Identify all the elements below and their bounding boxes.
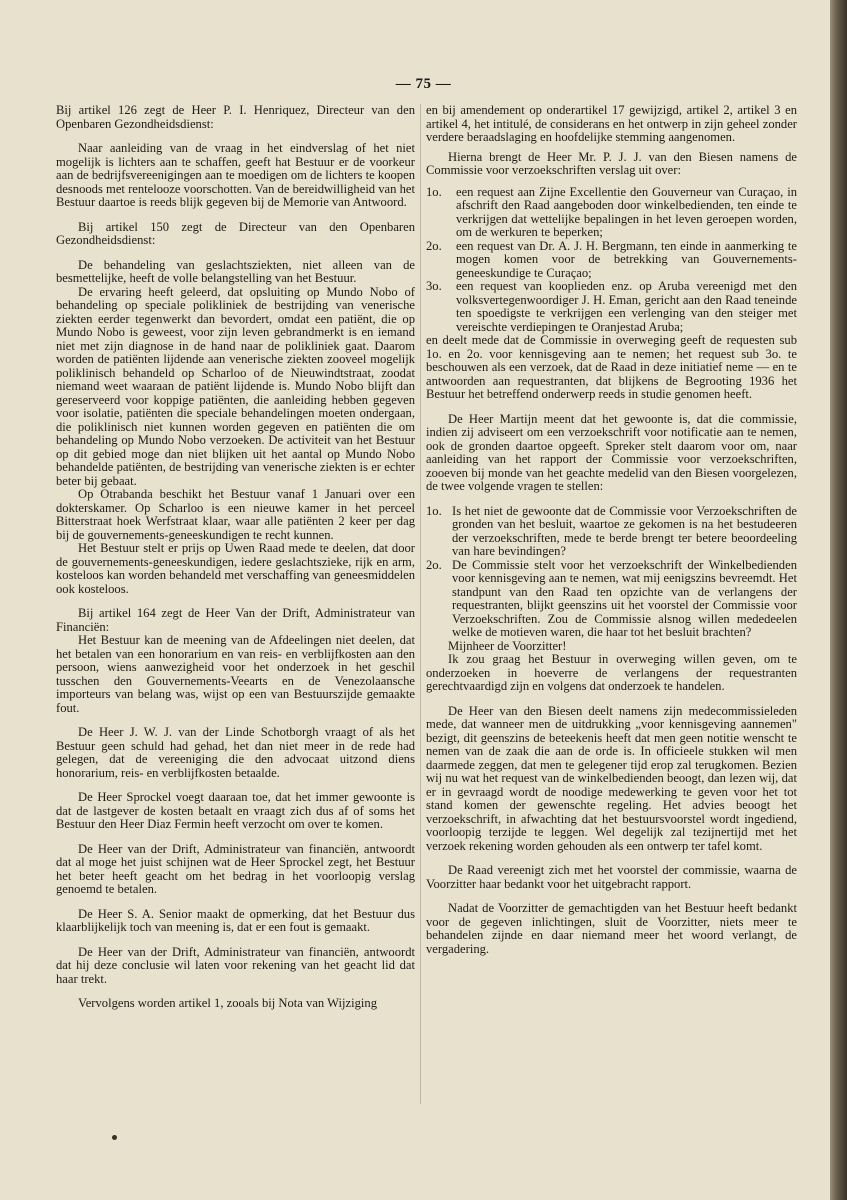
- paragraph-otrabanda: Op Otrabanda beschikt het Bestuur vanaf 1 Januari over een dokterskamer. Op Scharloo is een nieuwe kamer in het perceel Bitterstraat hoek Werfstraat klaar, waar alle patiënten 2 keer per dag bij de gouvernements-geneeskundigen te recht kunnen.: [56, 487, 415, 542]
- paragraph-ervaring: De ervaring heeft geleerd, dat opsluiting op Mundo Nobo of behandeling op speciale polikliniek de bestrijding van venerische ziekten eerder tegenwerkt dan bevordert, omdat een patiënt, die op Mundo Nobo is geweest, voor zijn leven gebrandmerkt is en iemand niet met zijn diagnose in de hand naar de polikliniek gaat. Daarom worden de patiënten lijdende aan venerische ziekten zooveel mogelijk poliklinisch behandeld op Scharloo of de Nieuwindtstraat, zoodat niemand weet waaraan de patiënt lijdende is. Mundo Nobo blijft dan gereserveerd voor koppige patiënten, die aanleiding hebben gegeven voor isolatie, patiënten die speciale behandelingen moeten ondergaan, die poliklinisch niet kunnen worden gegeven en patiënten die om behandeling op Mundo Nobo verzoeken. De activiteit van het Bestuur op dit gebied moge dan niet blijken uit het aantal op Mundo Nobo behandelde patiënten, de bestrijding van venerische ziekten is er echter beter bij gebaat.: [56, 284, 415, 488]
- right-column: [426, 104, 797, 967]
- paragraph-mijnheer: Mijnheer de Voorzitter!: [448, 638, 567, 653]
- paragraph-senior: De Heer S. A. Senior maakt de opmerking, dat het Bestuur dus klaarblijkelijk toch van meening is, dat er een fout is gemaakt.: [56, 906, 415, 934]
- page-edge: [830, 0, 847, 1200]
- list-item: 1o. Is het niet de gewoonte dat de Commissie voor Verzoekschriften de gronden van het besluit, waartoe ze gekomen is na het bestudeeren der verzoekschriften, mede te berde brengt ter betere beoordeeling van hare bevindingen?: [426, 503, 797, 558]
- request-list: [426, 186, 797, 335]
- paragraph-sprockel: De Heer Sprockel voegt daaraan toe, dat het immer gewoonte is dat de lastgever de kosten betaalt en vraagt zich dus af of soms het Bestuur den Heer Diaz Fermin heeft verzocht om over te komen.: [56, 790, 415, 831]
- paragraph-art150: Bij artikel 150 zegt de Directeur van den Openbaren Gezondheidsdienst:: [56, 219, 415, 247]
- left-column: [56, 104, 415, 1022]
- paragraph-ik-zou: Ik zou graag het Bestuur in overweging willen geven, om te onderzoeken in hoeverre de verlangens der requestranten gerechtvaardigd zijn en volgens dat onderzoek te handelen.: [426, 652, 797, 693]
- paragraph-art126: Bij artikel 126 zegt de Heer P. I. Henriquez, Directeur van den Openbaren Gezondheidsdienst:: [56, 103, 415, 131]
- paragraph-art164: Bij artikel 164 zegt de Heer Van der Drift, Administrateur van Financiën:: [56, 606, 415, 634]
- list-item: 1o. een request aan Zijne Excellentie den Gouverneur van Curaçao, in afschrift den Raad aangeboden door winkelbedienden, ten einde te verkrijgen dat wettelijke bepalingen in het leven geroepen worden, om de werkuren te beperken;: [426, 184, 797, 239]
- paragraph-commissie-advies: en deelt mede dat de Commissie in overweging geeft de requesten sub 1o. en 2o. voor kennisgeving aan te nemen; het request sub 3o. te beschouwen als een verzoek, dat de Raad in deze initiatief neme — en te antwoorden aan requestranten, dat blijkens de Begrooting 1936 het Bestuur het betreffend onderwerp reeds in studie genomen heeft.: [426, 333, 797, 401]
- paragraph-prijs: Het Bestuur stelt er prijs op Uwen Raad mede te deelen, dat door de gouvernements-geneeskundigen, iedere geslachtszieke, rijk en arm, kosteloos kan worden behandeld met verschaffing van geneesmiddelen ook kosteloos.: [56, 541, 415, 596]
- question-list: [426, 505, 797, 640]
- ink-spot: [112, 1135, 117, 1140]
- list-item: 3o. een request van kooplieden enz. op Aruba vereenigd met den volksvertegenwoordiger J. H. Eman, gericht aan den Raad teneinde ten spoedigste te verkrijgen een verlenging van den steiger met vereischte verdiepingen te Oranjestad Aruba;: [426, 279, 797, 334]
- paragraph-vervolgens: Vervolgens worden artikel 1, zooals bij Nota van Wijziging: [78, 996, 377, 1010]
- paragraph-honorarium: Het Bestuur kan de meening van de Afdeelingen niet deelen, dat het betalen van een honorarium en van reis- en verblijfkosten aan den persoon, wiens aanwezigheid voor het onderzoek in het geschil tusschen den Gouvernements-Veearts en de Venezolaansche importeurs van belang was, wijst op een van Bestuurszijde gemaakte fout.: [56, 633, 415, 715]
- paragraph-amendement: en bij amendement op onderartikel 17 gewijzigd, artikel 2, artikel 3 en artikel 4, het intitulé, de considerans en het ontwerp in zijn geheel zonder verdere beraadslaging en hoofdelijke stemming aangenomen.: [426, 103, 797, 144]
- paragraph-martijn: De Heer Martijn meent dat het gewoonte is, dat die commissie, indien zij adviseert om een verzoekschrift voor notificatie aan te nemen, ook de gronden daartoe opgeeft. Spreker stelt daarom voor om, naar aanleiding van het rapport der Commissie voor verzoekschriften, zooeven bij monde van het geachte medelid van den Biesen voorgelezen, de twee volgende vragen te stellen:: [426, 411, 797, 493]
- list-item: 2o. De Commissie stelt voor het verzoekschrift der Winkelbedienden voor kennisgeving aan te nemen, wat mij eenigszins bevreemdt. Het standpunt van den Raad ten opzichte van de verlangens der requestranten, blijkt geenszins uit het voorstel der Commissie voor Verzoekschriften. Zou de Commissie alsnog willen mededeelen welke de motieven waren, die haar tot het besluit brachten?: [426, 557, 797, 639]
- paragraph-biesen-intro: Hierna brengt de Heer Mr. P. J. J. van den Biesen namens de Commissie voor verzoekschriften verslag uit over:: [426, 149, 797, 177]
- page-number: — 75 —: [395, 76, 452, 92]
- paragraph-nadat: Nadat de Voorzitter de gemachtigden van het Bestuur heeft bedankt voor de gegeven inlichtingen, sluit de Voorzitter, niets meer te behandelen zijnde en daar niemand meer het woord verlangt, de vergadering.: [426, 901, 797, 956]
- column-divider: [420, 104, 421, 1104]
- paragraph-schotborgh: De Heer J. W. J. van der Linde Schotborgh vraagt of als het Bestuur geen schuld had gehad, het dan niet meer in de rede had gelegen, dat de vereeniging die den advocaat uitzond diens honorarium, reis- en verblijfkosten betaalde.: [56, 725, 415, 780]
- paragraph-lichters: Naar aanleiding van de vraag in het eindverslag of het niet mogelijk is lichters aan te schaffen, geeft hat Bestuur er de voorkeur aan de bedrijfsvereenigingen aan te moedigen om de lichters te koopen desnoods met rentelooze voorschotten. Van de bereidwilligheid van het Bestuur daartoe is reeds blijk gegeven bij de Memorie van Antwoord.: [56, 141, 415, 209]
- paragraph-biesen-reply: De Heer van den Biesen deelt namens zijn medecommissieleden mede, dat wanneer men de uitdrukking „voor kennisgeving aannemen" bezigt, dit geenszins de beteekenis heeft dat men geen notitie wenscht te nemen van de zaak die aan de orde is. In officieele stukken wil men daarmede zeggen, dat men te gelegener tijd erop zal terugkomen. Bezien wij nu wat het request van de winkelbedienden beoogt, dan lezen wij, dat er in gevraagd wordt de noodige medewerking te geven voor het tot stand komen der gewenschte regeling. Het advies beoogt het verzoekschrift, in afwachting dat het bestuursvoorstel wordt ingediend, voorloopig terzijde te leggen. Wel degelijk zal tezijnertijd met het verzoek rekening worden gehouden als een ontwerp ter tafel komt.: [426, 703, 797, 853]
- paragraph-van-der-drift-1: De Heer van der Drift, Administrateur van financiën, antwoordt dat al moge het juist schijnen wat de Heer Sprockel zegt, het Bestuur het beter heeft geacht om het bedrag in het voorloopig verslag genoemd te betalen.: [56, 841, 415, 896]
- list-item: 2o. een request van Dr. A. J. H. Bergmann, ten einde in aanmerking te mogen komen voor de betrekking van Gouvernements-geneeskundige te Curaçao;: [426, 238, 797, 280]
- paragraph-geslachtsziekten: De behandeling van geslachtsziekten, niet alleen van de besmettelijke, heeft de volle belangstelling van het Bestuur.: [56, 257, 415, 285]
- paragraph-raad-vereenigt: De Raad vereenigt zich met het voorstel der commissie, waarna de Voorzitter haar bedankt voor het uitgebracht rapport.: [426, 863, 797, 891]
- paragraph-van-der-drift-2: De Heer van der Drift, Administrateur van financiën, antwoordt dat hij deze conclusie wil laten voor rekening van het geacht lid dat haar trekt.: [56, 944, 415, 986]
